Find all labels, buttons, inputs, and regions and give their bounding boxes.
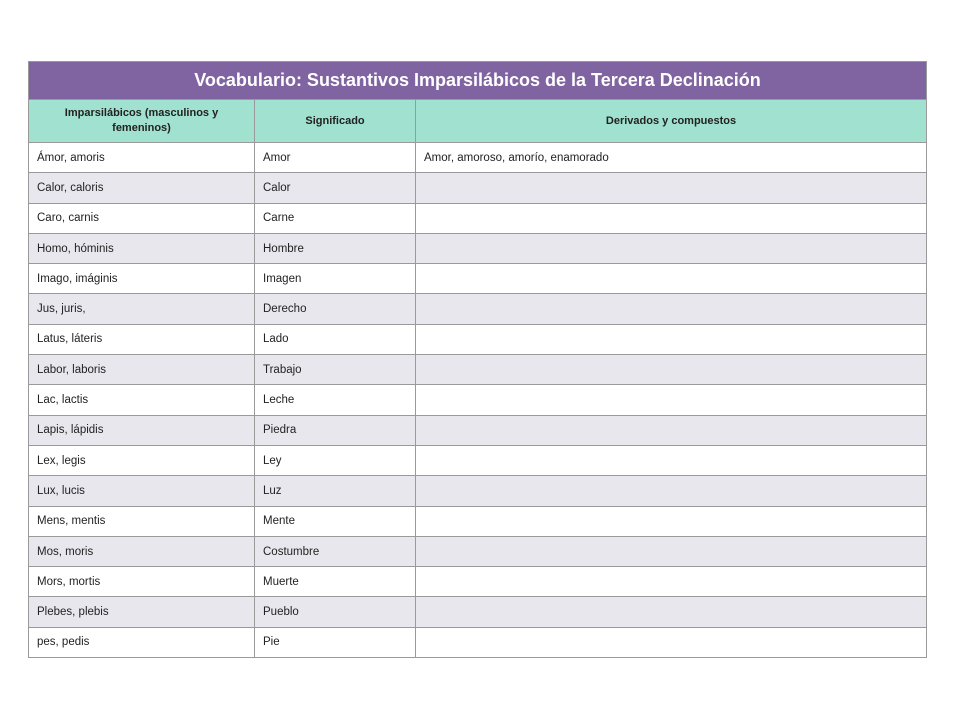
- cell-derivatives: [416, 536, 927, 566]
- cell-latin-noun: Mos, moris: [29, 536, 255, 566]
- cell-meaning: Carne: [255, 203, 416, 233]
- cell-latin-noun: Latus, láteris: [29, 324, 255, 354]
- table-row: [29, 415, 927, 445]
- header-imparisyllabic: Imparsilábicos (masculinos y femeninos): [29, 100, 255, 143]
- cell-meaning: Trabajo: [255, 355, 416, 385]
- table-row: [29, 627, 927, 657]
- cell-derivatives: [416, 415, 927, 445]
- table-row: [29, 233, 927, 263]
- table-row: [29, 355, 927, 385]
- cell-latin-noun: Caro, carnis: [29, 203, 255, 233]
- cell-meaning: Pie: [255, 627, 416, 657]
- table-row: [29, 445, 927, 475]
- header-derivatives: Derivados y compuestos: [416, 100, 927, 143]
- table-row: [29, 264, 927, 294]
- cell-derivatives: [416, 233, 927, 263]
- table-row: [29, 203, 927, 233]
- cell-derivatives: [416, 445, 927, 475]
- vocabulary-table: [28, 61, 927, 658]
- table-row: [29, 476, 927, 506]
- table-row: [29, 385, 927, 415]
- cell-meaning: Costumbre: [255, 536, 416, 566]
- cell-derivatives: [416, 385, 927, 415]
- cell-derivatives: Amor, amoroso, amorío, enamorado: [416, 143, 927, 173]
- cell-derivatives: [416, 264, 927, 294]
- cell-latin-noun: Imago, imáginis: [29, 264, 255, 294]
- cell-latin-noun: Lex, legis: [29, 445, 255, 475]
- table-row: [29, 536, 927, 566]
- cell-meaning: Leche: [255, 385, 416, 415]
- cell-latin-noun: Ámor, amoris: [29, 143, 255, 173]
- cell-derivatives: [416, 597, 927, 627]
- table-row: [29, 143, 927, 173]
- table-row: [29, 597, 927, 627]
- table-title-row: [29, 62, 927, 100]
- cell-derivatives: [416, 203, 927, 233]
- cell-meaning: Hombre: [255, 233, 416, 263]
- cell-derivatives: [416, 627, 927, 657]
- cell-latin-noun: Plebes, plebis: [29, 597, 255, 627]
- table-title: Vocabulario: Sustantivos Imparsilábicos de la Tercera Declinación: [29, 62, 927, 100]
- table-row: [29, 324, 927, 354]
- cell-latin-noun: Lux, lucis: [29, 476, 255, 506]
- cell-derivatives: [416, 324, 927, 354]
- cell-meaning: Mente: [255, 506, 416, 536]
- cell-meaning: Piedra: [255, 415, 416, 445]
- table-body: [29, 143, 927, 658]
- cell-meaning: Muerte: [255, 567, 416, 597]
- cell-meaning: Imagen: [255, 264, 416, 294]
- table-row: [29, 173, 927, 203]
- cell-derivatives: [416, 294, 927, 324]
- cell-derivatives: [416, 476, 927, 506]
- cell-latin-noun: Labor, laboris: [29, 355, 255, 385]
- cell-derivatives: [416, 355, 927, 385]
- cell-latin-noun: Calor, caloris: [29, 173, 255, 203]
- cell-latin-noun: Jus, juris,: [29, 294, 255, 324]
- cell-latin-noun: pes, pedis: [29, 627, 255, 657]
- cell-derivatives: [416, 567, 927, 597]
- cell-meaning: Derecho: [255, 294, 416, 324]
- cell-latin-noun: Mors, mortis: [29, 567, 255, 597]
- cell-latin-noun: Lapis, lápidis: [29, 415, 255, 445]
- cell-meaning: Amor: [255, 143, 416, 173]
- cell-meaning: Lado: [255, 324, 416, 354]
- cell-meaning: Pueblo: [255, 597, 416, 627]
- cell-latin-noun: Lac, lactis: [29, 385, 255, 415]
- table-header-row: [29, 100, 927, 143]
- cell-latin-noun: Mens, mentis: [29, 506, 255, 536]
- cell-meaning: Calor: [255, 173, 416, 203]
- cell-derivatives: [416, 173, 927, 203]
- table-row: [29, 567, 927, 597]
- cell-meaning: Ley: [255, 445, 416, 475]
- cell-latin-noun: Homo, hóminis: [29, 233, 255, 263]
- table-row: [29, 506, 927, 536]
- table-row: [29, 294, 927, 324]
- header-meaning: Significado: [255, 100, 416, 143]
- cell-derivatives: [416, 506, 927, 536]
- cell-meaning: Luz: [255, 476, 416, 506]
